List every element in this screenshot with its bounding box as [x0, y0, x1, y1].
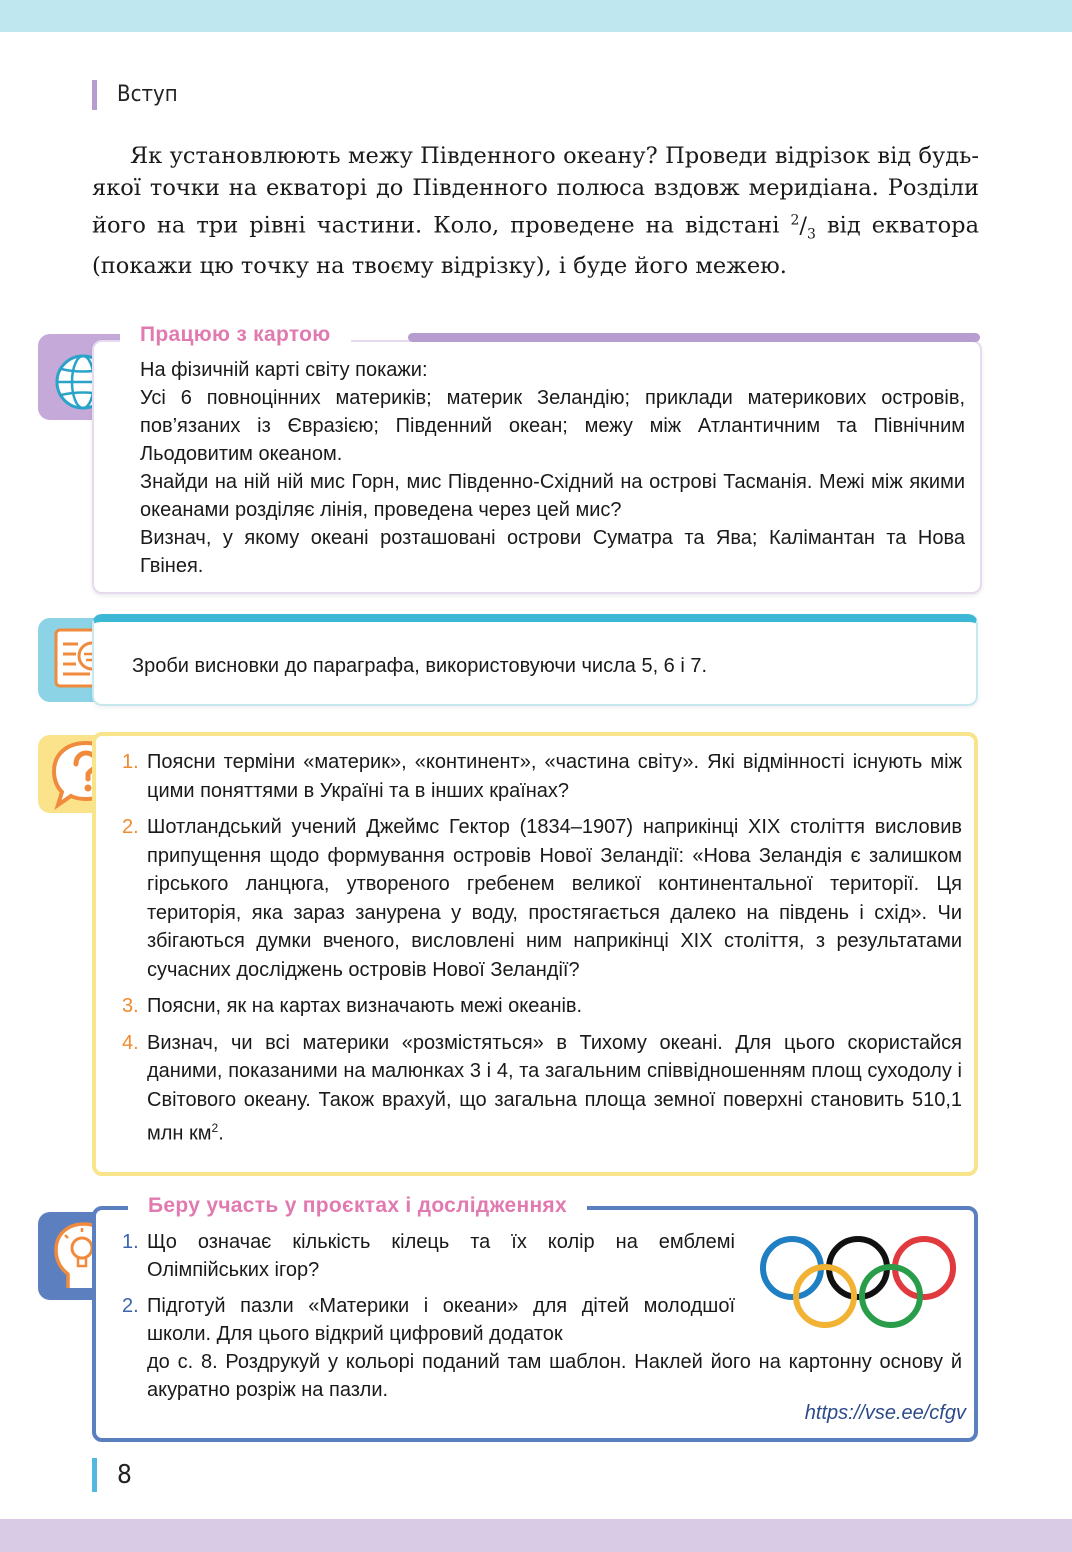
page-number: 8	[92, 1458, 132, 1492]
projects-box-title: Беру участь у проєктах і дослідженнях	[128, 1192, 587, 1220]
project-item: 1. Що означає кількість кілець та їх колір на емблемі Олімпійських ігор?	[122, 1231, 735, 1281]
section-header: Вступ	[92, 80, 178, 110]
fraction: $^2/_3$	[790, 212, 816, 242]
question-item: 1. Поясни терміни «материк», «континент», «частина світу». Які відмінності існують між цими поняттями в Україні та в інших країнах?	[122, 751, 962, 802]
questions-list	[120, 748, 962, 1156]
map-box-text	[140, 356, 965, 580]
olympic-rings-image	[756, 1232, 960, 1332]
digital-supplement-link[interactable]: https://vse.ee/cfgv	[804, 1402, 966, 1424]
question-item: 4. Визнач, чи всі материки «розмістяться» в Тихому океані. Для цього скористайся даними, показаними на малюнках 3 і 4, та загальним співвідношенням площ суходолу і Світового океану. Також врахуй, що загальна площа земної поверхні становить 510,1 млн $км^2$.	[122, 1031, 962, 1145]
map-box-paragraph: Знайди на ній ній мис Горн, мис Південно-Східний на острові Тасманія. Межі між якими океанами розділяє лінія, проведена через цей мис?	[140, 471, 965, 521]
project-item: 2. Підготуй пазли «Материки і океани» для дітей молодшої школи. Для цього відкрий цифровий додаток до с. 8. Роздрукуй у кольорі поданий там шаблон. Наклей його на картонну основу й акуратно розріж на пазли.	[122, 1295, 962, 1401]
intro-text-start: Як установлюють межу Південного океану? Проведи відрізок від будь-якої точки на екваторі до Південного полюса вздовж меридіана. Розділи його на три рівні частини. Коло, проведене на відстані	[92, 143, 979, 239]
intro-paragraph	[92, 140, 979, 282]
map-box-paragraph: На фізичній карті світу покажи:	[140, 359, 428, 381]
bottom-color-band	[0, 1519, 1072, 1552]
top-color-band	[0, 0, 1072, 32]
map-box-paragraph: Усі 6 повноцінних материків; материк Зеландію; приклади материкових островів, пов’язаних із Євразією; Південний океан; межу між Атлантичним та Північним Льодовитим океаном.	[140, 387, 965, 465]
question-item: 2. Шотландський учений Джеймс Гектор (1834–1907) наприкінці XIX століття висловив припущення щодо формування островів Нової Зеландії: «Нова Зеландія є залишком гірського ланцюга, утвореного гребенем великої континентальної території. Ця територія, яка зараз занурена у воду, простягається далеко на південь і схід». Чи збігаються думки вченого, висловлені ним наприкінці XIX століття, з результатами сучасних досліджень островів Нової Зеландії?	[122, 816, 962, 981]
map-box-title: Працюю з картою	[120, 320, 351, 350]
intro-text-end: від екватора (покажи цю точку на твоєму відрізку), і буде його межею.	[92, 212, 979, 279]
map-box-accent-line	[408, 333, 980, 342]
map-box-paragraph: Визнач, у якому океані розташовані острови Суматра та Ява; Калімантан та Нова Гвінея.	[140, 527, 965, 577]
conclusion-text: Зроби висновки до параграфа, використовуючи числа 5, 6 і 7.	[132, 655, 708, 677]
question-item: 3. Поясни, як на картах визначають межі океанів.	[122, 995, 583, 1017]
